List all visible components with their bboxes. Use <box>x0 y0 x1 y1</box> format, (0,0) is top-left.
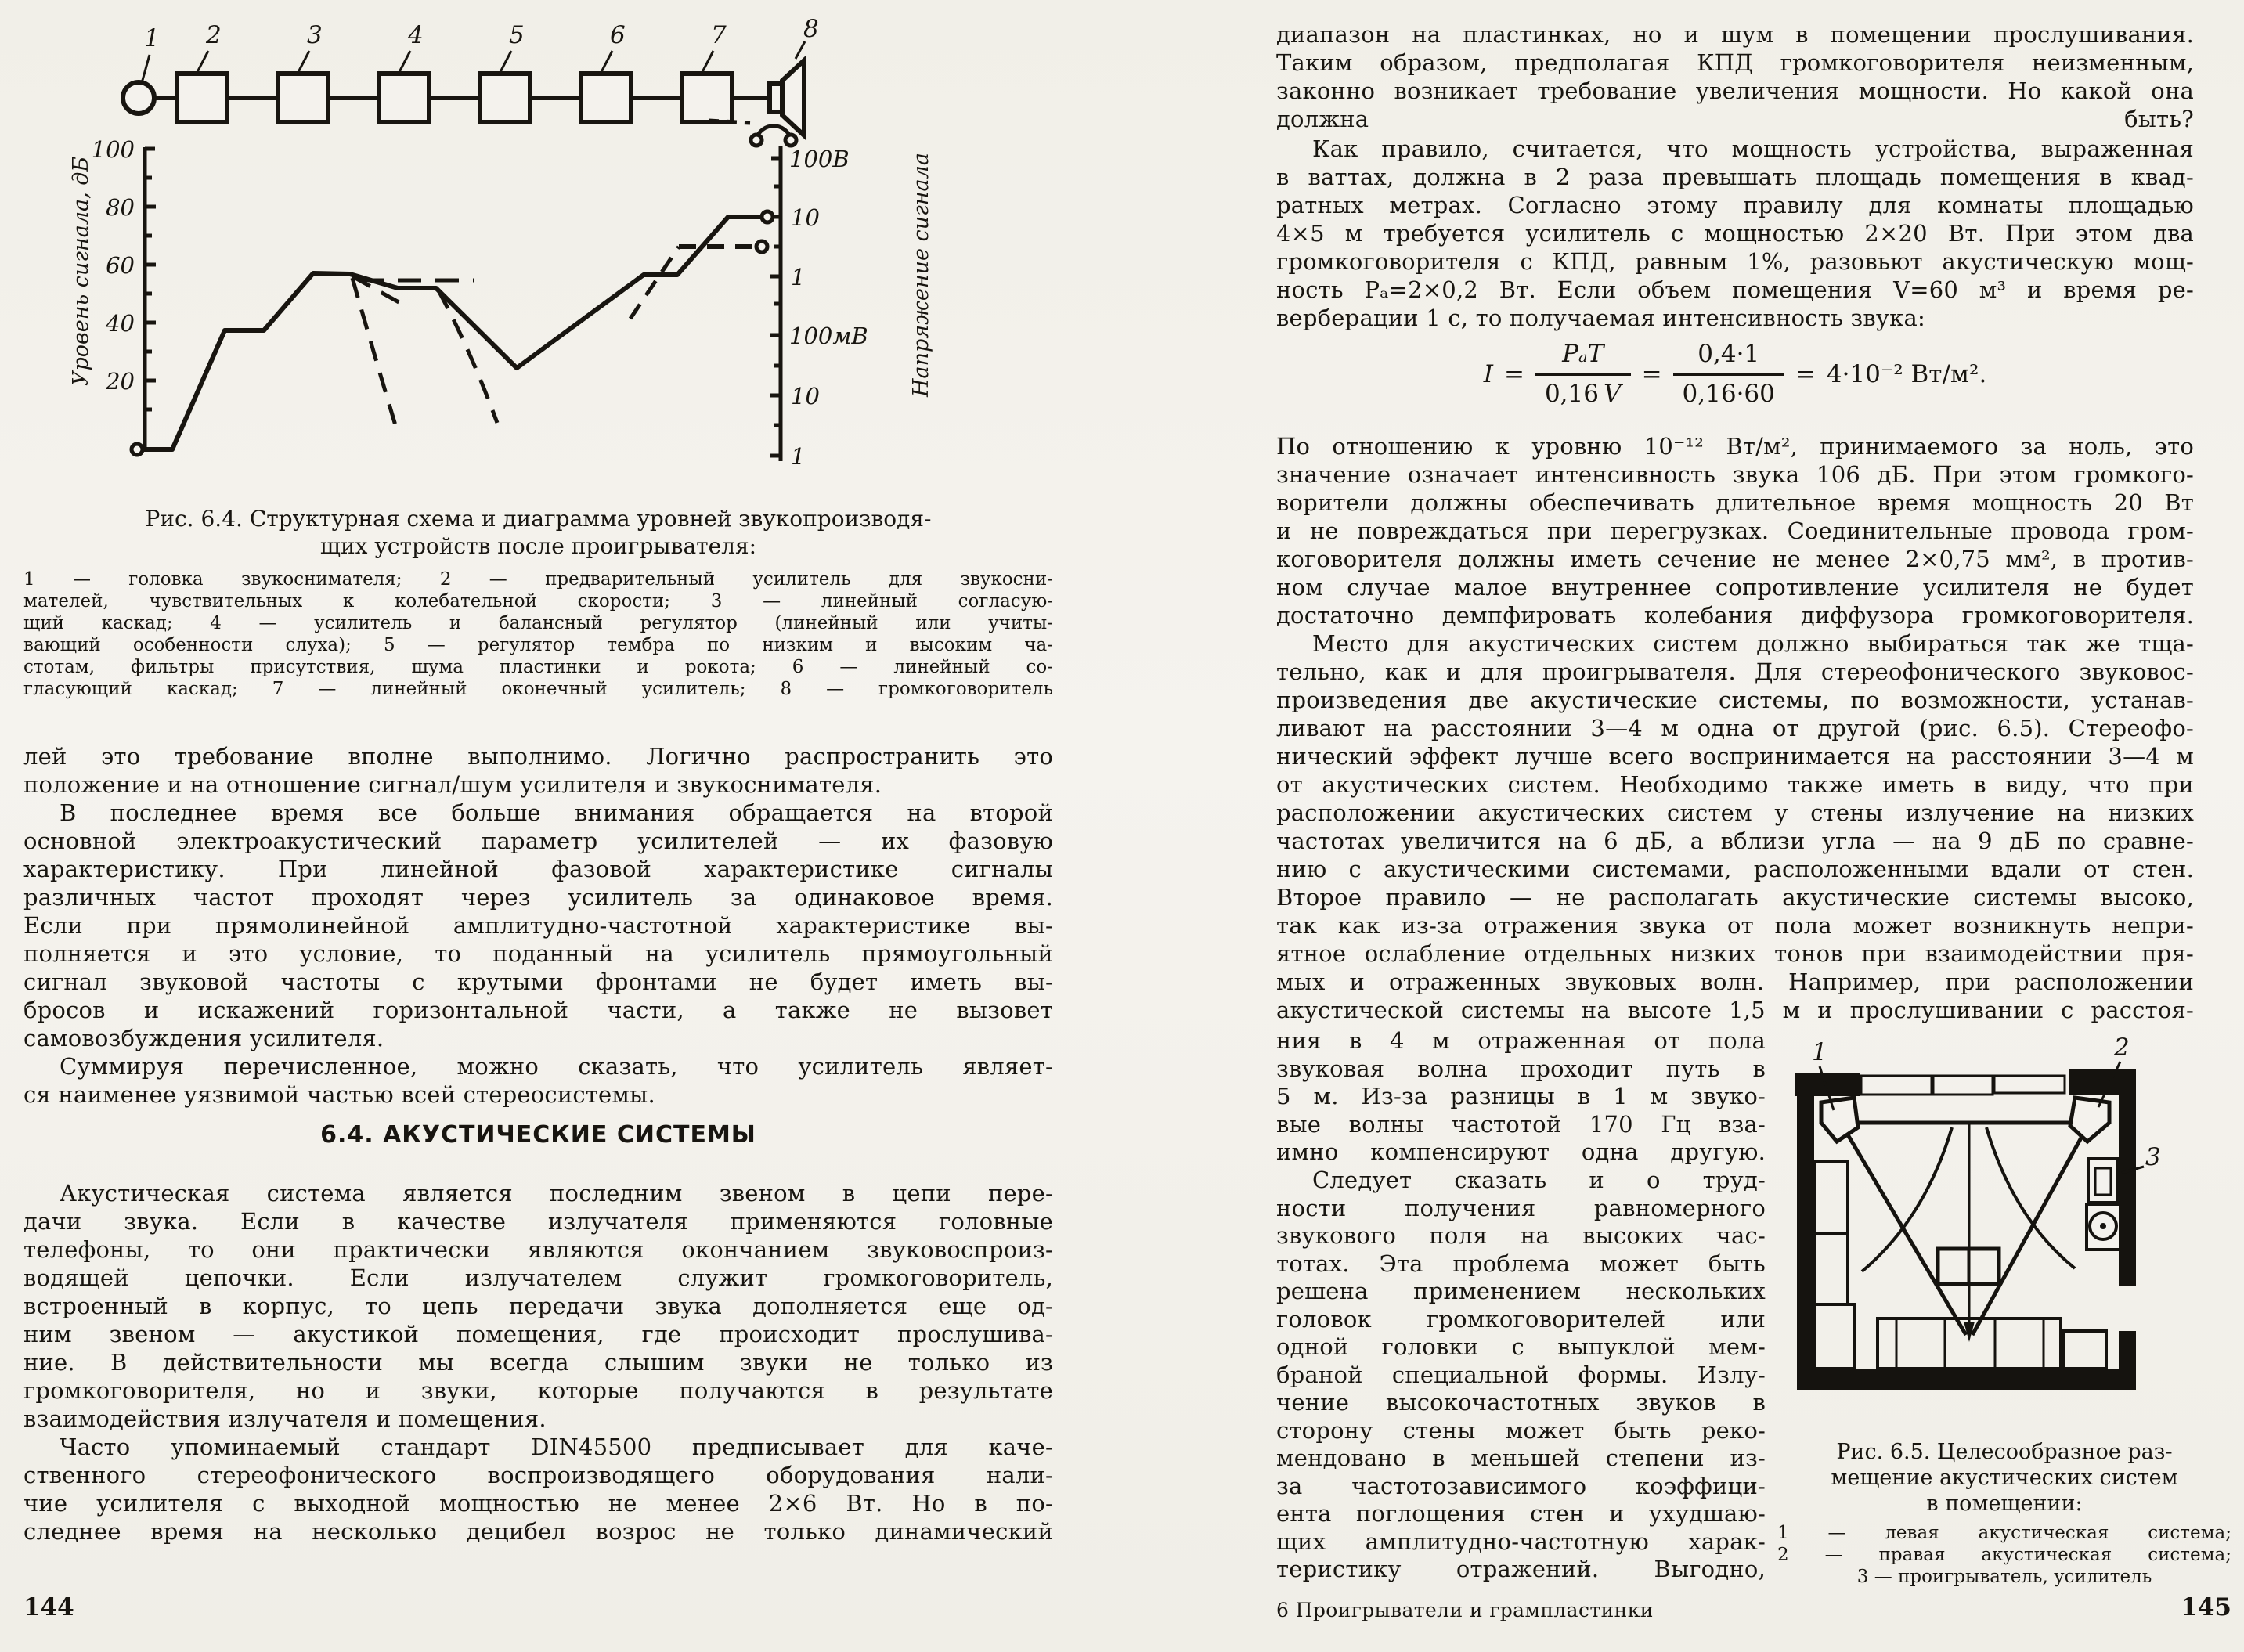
text-line: сторону стены может быть реко- <box>1276 1416 1766 1444</box>
left-page <box>23 0 1053 1652</box>
figure-6-4-caption <box>23 505 1053 560</box>
text-line: теристику отражений. Выгодно, <box>1276 1556 1766 1582</box>
svg-text:4: 4 <box>408 21 424 49</box>
level-curve <box>132 211 773 455</box>
svg-text:60: 60 <box>106 252 135 279</box>
svg-text:80: 80 <box>106 194 135 221</box>
text-line: в ваттах, должна в 2 раза превышать площадь помещения в квад- <box>1276 164 2194 190</box>
svg-text:1: 1 <box>791 264 806 290</box>
equals-sign: = <box>1641 359 1662 388</box>
svg-text:6: 6 <box>610 21 626 49</box>
text-line: мателей, чувствительных к колебательной скорости; 3 — линейный согласую- <box>23 591 1053 611</box>
text-line: ние. В действительности мы всегда слышим звуки не только из <box>23 1349 1053 1376</box>
text-line: Следует сказать и о труд- <box>1312 1167 1766 1193</box>
text-line: Как правило, считается, что мощность устройства, выраженная <box>1312 135 2194 162</box>
text-line: браной специальной формы. Излу- <box>1276 1361 1766 1388</box>
text-line: 3 — проигрыватель, усилитель <box>1856 1567 2152 1587</box>
text-line: характеристику. При линейной фазовой характеристике сигналы <box>23 856 1053 882</box>
text-line: 4×5 м требуется усилитель с мощностью 2×20 Вт. При этом два <box>1276 220 2194 247</box>
text-line: вающий особенности слуха); 5 — регулятор тембра по низким и высоким ча- <box>23 635 1053 655</box>
svg-text:40: 40 <box>106 310 135 337</box>
equals-sign: = <box>1795 359 1816 388</box>
text-line: звуковая волна проходит путь в <box>1276 1055 1766 1082</box>
fraction: $\frac{\text{PₐT}}{0,16 V}$ <box>1535 338 1631 409</box>
text-line: Второе правило — не располагать акустические системы высоко, <box>1276 884 2194 911</box>
text-line: значение означает интенсивность звука 106 дБ. При этом громкого- <box>1276 461 2194 488</box>
body-paragraph <box>23 799 1053 1052</box>
figure-6-4 <box>47 12 1010 489</box>
text-line: ность Pₐ=2×0,2 Вт. Если объем помещения V=60 м³ и время ре- <box>1276 276 2194 303</box>
text-line: различных частот проходят через усилитель за одинаковое время. <box>23 884 1053 911</box>
text-line: чение высокочастотных звуков в <box>1276 1389 1766 1416</box>
text-line: ния в 4 м отраженная от пола <box>1276 1027 1766 1054</box>
text-line: тельно, как и для проигрывателя. Для стереофонического звуковос- <box>1276 658 2194 685</box>
text-line: 5 м. Из-за разницы в 1 м звуко- <box>1276 1083 1766 1109</box>
formula <box>1276 338 2194 409</box>
svg-text:2: 2 <box>2114 1035 2130 1062</box>
amplifier-icon <box>2088 1159 2117 1203</box>
text-line: от акустических систем. Необходимо также иметь в виду, что при <box>1276 771 2194 798</box>
text-line: ятное ослабление отдельных низких тонов при взаимодействии пря- <box>1276 940 2194 967</box>
figure-6-5-caption <box>1777 1439 2231 1517</box>
text-line: ственного стереофонического воспроизводящего оборудования нали- <box>23 1462 1053 1488</box>
svg-text:5: 5 <box>509 21 525 49</box>
text-line: Место для акустических систем должно выбираться так же тща- <box>1312 630 2194 657</box>
level-chart <box>69 136 933 470</box>
text-line: стотам, фильтры присутствия, шума пластинки и рокота; 6 — линейный со- <box>23 657 1053 677</box>
body-paragraph <box>23 1433 1053 1546</box>
pickup-head-icon <box>123 82 154 114</box>
right-speaker-icon <box>2070 1098 2109 1142</box>
text-line: ности получения равномерного <box>1276 1194 1766 1221</box>
text-line: должна быть? <box>1276 106 2194 132</box>
svg-text:20: 20 <box>106 368 135 395</box>
right-page <box>1276 0 2233 1652</box>
text-line: и не повреждаться при перегрузках. Соединительные провода гром- <box>1276 518 2194 544</box>
text-line: ся наименее уязвимой частью всей стереосистемы. <box>23 1081 655 1108</box>
body-paragraph <box>1276 135 2194 332</box>
block-numbers <box>144 15 819 52</box>
text-line: громкоговорителя с КПД, равным 1%, разовьют акустическую мощ- <box>1276 248 2194 275</box>
text-line: По отношению к уровню 10⁻¹² Вт/м², принимаемого за ноль, это <box>1276 433 2194 460</box>
text-line: верберации 1 с, то получаемая интенсивность звука: <box>1276 305 1925 331</box>
text-line: коговорителя должны иметь сечение не менее 2×0,75 мм², в против- <box>1276 546 2194 572</box>
left-axis-ticks <box>92 136 135 395</box>
equals-sign: = <box>1503 359 1524 388</box>
right-axis-label: Напряжение сигнала <box>909 153 933 397</box>
text-line: ном случае малое внутреннее сопротивление усилителя не будет <box>1276 574 2194 601</box>
svg-text:100мВ: 100мВ <box>789 323 868 349</box>
body-paragraph <box>23 1052 1053 1109</box>
text-line: щих амплитудно-частотную харак- <box>1276 1528 1766 1555</box>
text-line: Часто упоминаемый стандарт DIN45500 предписывает для каче- <box>60 1434 1053 1460</box>
text-line: взаимодействия излучателя и помещения. <box>23 1405 547 1432</box>
text-line: нию с акустическими системами, расположенными вдали от стен. <box>1276 856 2194 882</box>
text-line: акустической системы на высоте 1,5 м и прослушивании с расстоя- <box>1276 997 2194 1023</box>
svg-text:3: 3 <box>307 21 323 49</box>
text-line: Рис. 6.5. Целесообразное раз- <box>1836 1440 2173 1464</box>
body-paragraph <box>1276 1027 1766 1167</box>
svg-text:1: 1 <box>1812 1038 1827 1066</box>
text-line: ворители должны обеспечивать длительное время мощность 20 Вт <box>1276 489 2194 516</box>
left-axis-label: Уровень сигнала, дБ <box>69 156 93 386</box>
furniture <box>1815 1162 2106 1369</box>
svg-text:7: 7 <box>711 21 727 49</box>
svg-text:3: 3 <box>2145 1143 2161 1171</box>
text-line: законно возникает требование увеличения мощности. Но какой она <box>1276 78 2194 104</box>
text-line: мых и отраженных звуковых волн. Например, при расположении <box>1276 968 2194 995</box>
page-number-right: 145 <box>2181 1593 2231 1621</box>
text-line: 1 — головка звукоснимателя; 2 — предварительный усилитель для звукосни- <box>23 569 1053 590</box>
text-line: головок громкоговорителей или <box>1276 1305 1766 1333</box>
text-line: громкоговорителя, но и звуки, которые получаются в результате <box>23 1377 1053 1404</box>
text-line: мещение акустических систем <box>1831 1466 2178 1490</box>
formula-result: 4·10⁻² Вт/м². <box>1826 359 1987 388</box>
body-paragraph <box>1276 1167 1766 1584</box>
body-paragraph <box>23 742 1053 799</box>
section-heading: 6.4. АКУСТИЧЕСКИЕ СИСТЕМЫ <box>320 1121 756 1149</box>
text-line: встроенный в корпус, то цепь передачи звука дополняется еще од- <box>23 1293 1053 1319</box>
text-line: следнее время на несколько децибел возрос не только динамический <box>23 1518 1053 1545</box>
text-line: так как из-за отражения звука от пола может возникнуть непри- <box>1276 912 2194 939</box>
text-line: В последнее время все больше внимания обращается на второй <box>60 799 1053 826</box>
figure-6-5 <box>1785 1035 2231 1427</box>
body-paragraph <box>23 1179 1053 1433</box>
text-line: сигнал звуковой частоты с крутыми фронтами не будет иметь вы- <box>23 968 1053 995</box>
text-line: щих устройств после проигрывателя: <box>319 533 757 559</box>
text-line: самовозбуждения усилителя. <box>23 1025 384 1051</box>
text-line: одной головки с выпуклой мем- <box>1276 1333 1766 1360</box>
text-line: положение и на отношение сигнал/шум усилителя и звукоснимателя. <box>23 771 882 798</box>
text-line: ратных метрах. Согласно этому правилу для комнаты площадью <box>1276 192 2194 218</box>
text-line: ливают на расстоянии 3—4 м одна от другой (рис. 6.5). Стереофо- <box>1276 715 2194 741</box>
text-line: достаточно демпфировать колебания диффузора громкоговорителя. <box>1276 602 2194 629</box>
text-line: основной электроакустический параметр усилителей — их фазовую <box>23 828 1053 854</box>
text-line: Таким образом, предполагая КПД громкоговорителя неизменным, <box>1276 49 2194 76</box>
svg-text:1: 1 <box>791 443 806 470</box>
svg-text:8: 8 <box>803 15 819 43</box>
svg-text:2: 2 <box>206 21 222 49</box>
text-line: за частотозависимого коэффици- <box>1276 1472 1766 1499</box>
text-line: бросов и искажений горизонтальной части, а также не вызовет <box>23 997 1053 1023</box>
text-line: ним звеном — акустикой помещения, где происходит прослушива- <box>23 1321 1053 1347</box>
text-line: Суммируя перечисленное, можно сказать, что усилитель являет- <box>60 1053 1053 1080</box>
text-line: имно компенсируют одна другую. <box>1276 1138 1766 1165</box>
text-line: полняется и это условие, то поданный на усилитель прямоугольный <box>23 940 1053 967</box>
turntable-icon <box>2087 1204 2120 1250</box>
text-line: диапазон на пластинках, но и шум в помещении прослушивания. <box>1276 21 2194 48</box>
left-speaker-icon <box>1821 1098 1858 1142</box>
text-line: дачи звука. Если в качестве излучателя применяются головные <box>23 1208 1053 1235</box>
text-line: 1 — левая акустическая система; <box>1777 1523 2231 1543</box>
text-line: водящей цепочки. Если излучателем служит громкоговоритель, <box>23 1264 1053 1291</box>
text-line: частотах увеличится на 6 дБ, а вблизи угла — на 9 дБ по сравне- <box>1276 828 2194 854</box>
text-line: решена применением нескольких <box>1276 1278 1766 1304</box>
text-line: в помещении: <box>1926 1491 2083 1516</box>
page-number-left: 144 <box>23 1593 74 1621</box>
text-line: Если при прямолинейной амплитудно-частотной характеристике вы- <box>23 912 1053 939</box>
figure-6-4-legend <box>23 568 1053 700</box>
running-signature: 6 Проигрыватели и грампластинки <box>1276 1599 1654 1621</box>
text-line: мендовано в меньшей степени из- <box>1276 1445 1766 1471</box>
text-line: Рис. 6.4. Структурная схема и диаграмма уровней звукопроизводя- <box>145 506 932 532</box>
right-axis-ticks <box>789 146 868 470</box>
formula-lhs: I <box>1483 359 1493 388</box>
body-paragraph <box>1276 20 2194 133</box>
text-line: гласующий каскад; 7 — линейный оконечный усилитель; 8 — громкоговоритель <box>23 679 1053 699</box>
svg-text:10: 10 <box>791 383 820 409</box>
svg-text:100В: 100В <box>789 146 850 172</box>
text-line: расположении акустических систем у стены излучение на низких <box>1276 799 2194 826</box>
window <box>1861 1076 2065 1095</box>
text-line: тотах. Эта проблема может быть <box>1276 1250 1766 1277</box>
body-paragraph <box>1276 432 2194 629</box>
text-line: телефоны, то они практически являются окончанием звуковоспроиз- <box>23 1236 1053 1263</box>
body-paragraph <box>1276 629 2194 1024</box>
text-line: нический эффект лучше всего воспринимается на расстоянии 3—4 м <box>1276 743 2194 770</box>
fraction: $\frac{0,4\cdot 1}{0,16\cdot 60}$ <box>1673 338 1784 409</box>
svg-text:10: 10 <box>791 204 820 231</box>
text-line: лей это требование вполне выполнимо. Логично распространить это <box>23 743 1053 770</box>
text-line: чие усилителя с выходной мощностью не менее 2×6 Вт. Но в по- <box>23 1490 1053 1517</box>
block-diagram <box>123 41 805 146</box>
text-line: 2 — правая акустическая система; <box>1777 1545 2231 1565</box>
text-line: произведения две акустические системы, по возможности, устанав- <box>1276 687 2194 713</box>
figure-6-5-legend <box>1777 1522 2231 1588</box>
text-line: вые волны частотой 170 Гц вза- <box>1276 1110 1766 1138</box>
svg-text:1: 1 <box>144 24 160 52</box>
text-line: Акустическая система является последним звеном в цепи пере- <box>60 1180 1053 1207</box>
text-line: ента поглощения стен и ухудшаю- <box>1276 1500 1766 1527</box>
text-line: звукового поля на высоких час- <box>1276 1222 1766 1249</box>
text-line: щий каскад; 4 — усилитель и балансный регулятор (линейный или учиты- <box>23 613 1053 633</box>
listening-triangle <box>1846 1123 2084 1342</box>
svg-text:100: 100 <box>91 136 135 163</box>
